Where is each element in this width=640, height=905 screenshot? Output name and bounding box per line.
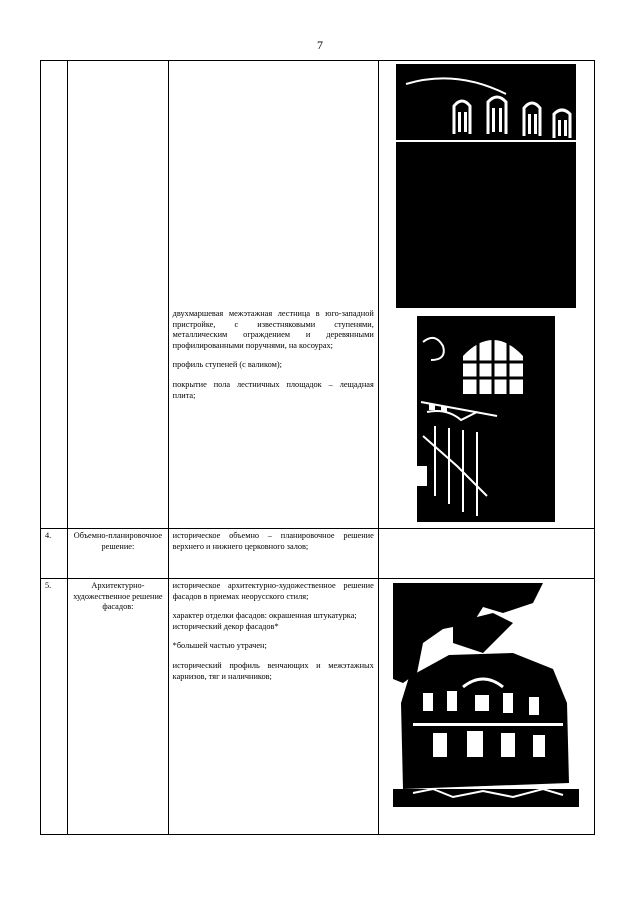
description-paragraph: историческое объемно – планировочное решение верхнего и нижнего церковного залов;: [172, 531, 374, 551]
table-row: [41, 61, 595, 529]
description-paragraph: покрытие пола лестничных площадок – лещадная плита;: [172, 380, 374, 400]
description-paragraph: профиль ступеней (с валиком);: [172, 360, 282, 370]
interior-photo-staircase: [417, 316, 555, 522]
row-number: 5.: [41, 579, 68, 835]
row-photos: [378, 579, 594, 835]
table-row: [41, 529, 595, 579]
table-row: [41, 579, 595, 835]
description-paragraph: двухмаршевая межэтажная лестница в юго-западной пристройке, с известняковыми ступенями, металлическим ограждением и деревянными профилированными поручнями, на косоурах;: [172, 309, 374, 350]
facade-photo: [393, 583, 579, 807]
row-number: [41, 61, 68, 529]
row-number: 4.: [41, 529, 68, 579]
row-title: [68, 61, 169, 529]
heritage-table: [40, 60, 595, 835]
row-title: Архитектурно-художественное решение фасадов:: [68, 579, 169, 835]
row-photos: [378, 529, 594, 579]
page-number: 7: [317, 38, 323, 52]
description-paragraph: *большей частью утрачен;: [172, 641, 267, 651]
row-description: [168, 61, 378, 529]
description-paragraph: исторический профиль венчающих и межэтажных карнизов, тяг и наличников;: [172, 661, 374, 681]
row-description: [168, 529, 378, 579]
description-paragraph: исторический декор фасадов*: [172, 621, 279, 631]
row-photos: [378, 61, 594, 529]
description-paragraph: характер отделки фасадов: окрашенная штукатурка;: [172, 611, 357, 621]
row-description: [168, 579, 378, 835]
interior-photo-windows: [396, 64, 576, 308]
description-paragraph: историческое архитектурно-художественное решение фасадов в приемах неорусского стиля;: [172, 581, 374, 601]
row-title: Объемно-планировочное решение:: [68, 529, 169, 579]
